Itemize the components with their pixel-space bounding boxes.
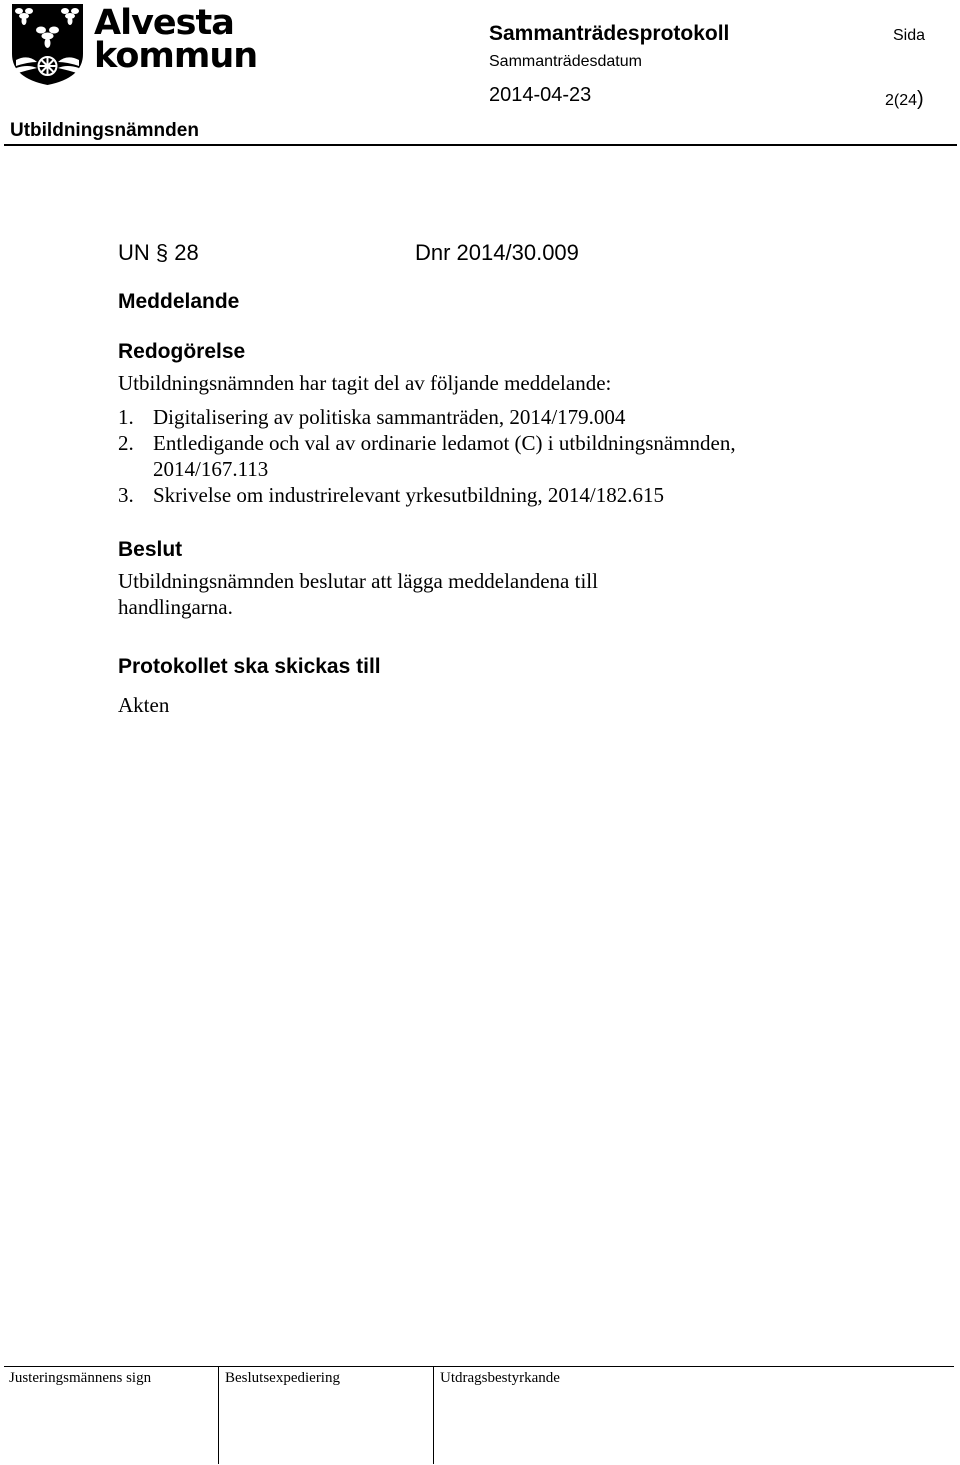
list-item: 3. Skrivelse om industrirelevant yrkesutbildning, 2014/182.615 xyxy=(118,483,664,507)
meeting-date: 2014-04-23 xyxy=(489,84,592,106)
footer-divider xyxy=(218,1366,219,1464)
notice-list xyxy=(118,404,818,508)
list-item: 2. Entledigande och val av ordinarie ledamot (C) i utbildningsnämnden, 2014/167.113 xyxy=(118,431,736,481)
brand-name-line1: Alvesta xyxy=(94,3,234,43)
report-intro: Utbildningsnämnden har tagit del av följande meddelande: xyxy=(118,371,612,395)
page-title: Meddelande xyxy=(118,290,240,313)
decision-heading: Beslut xyxy=(118,538,183,561)
header-divider xyxy=(4,144,957,146)
footer-dispatch-label: Beslutsexpediering xyxy=(225,1370,340,1386)
decision-text: Utbildningsnämnden beslutar att lägga meddelandena till handlingarna. xyxy=(118,569,598,619)
footer-adjuster-sign-label: Justeringsmännens sign xyxy=(9,1370,152,1386)
brand-name-line2: kommun xyxy=(94,36,258,76)
case-reference: UN § 28 xyxy=(118,240,199,265)
coat-of-arms-icon xyxy=(10,2,85,86)
document-type: Sammanträdesprotokoll xyxy=(489,22,730,45)
footer-extract-label: Utdragsbestyrkande xyxy=(440,1370,560,1386)
board-name: Utbildningsnämnden xyxy=(10,120,199,141)
distribution-heading: Protokollet ska skickas till xyxy=(118,655,381,678)
diary-number: Dnr 2014/30.009 xyxy=(415,240,579,265)
page-label: Sida xyxy=(893,27,926,44)
page-number: 2(24) xyxy=(885,88,924,110)
meeting-date-label: Sammanträdesdatum xyxy=(489,53,642,70)
distribution-recipient: Akten xyxy=(118,693,170,717)
footer-divider xyxy=(433,1366,434,1464)
list-item: 1. Digitalisering av politiska sammanträden, 2014/179.004 xyxy=(118,405,626,429)
report-heading: Redogörelse xyxy=(118,340,246,363)
section-sign: § xyxy=(155,240,169,265)
